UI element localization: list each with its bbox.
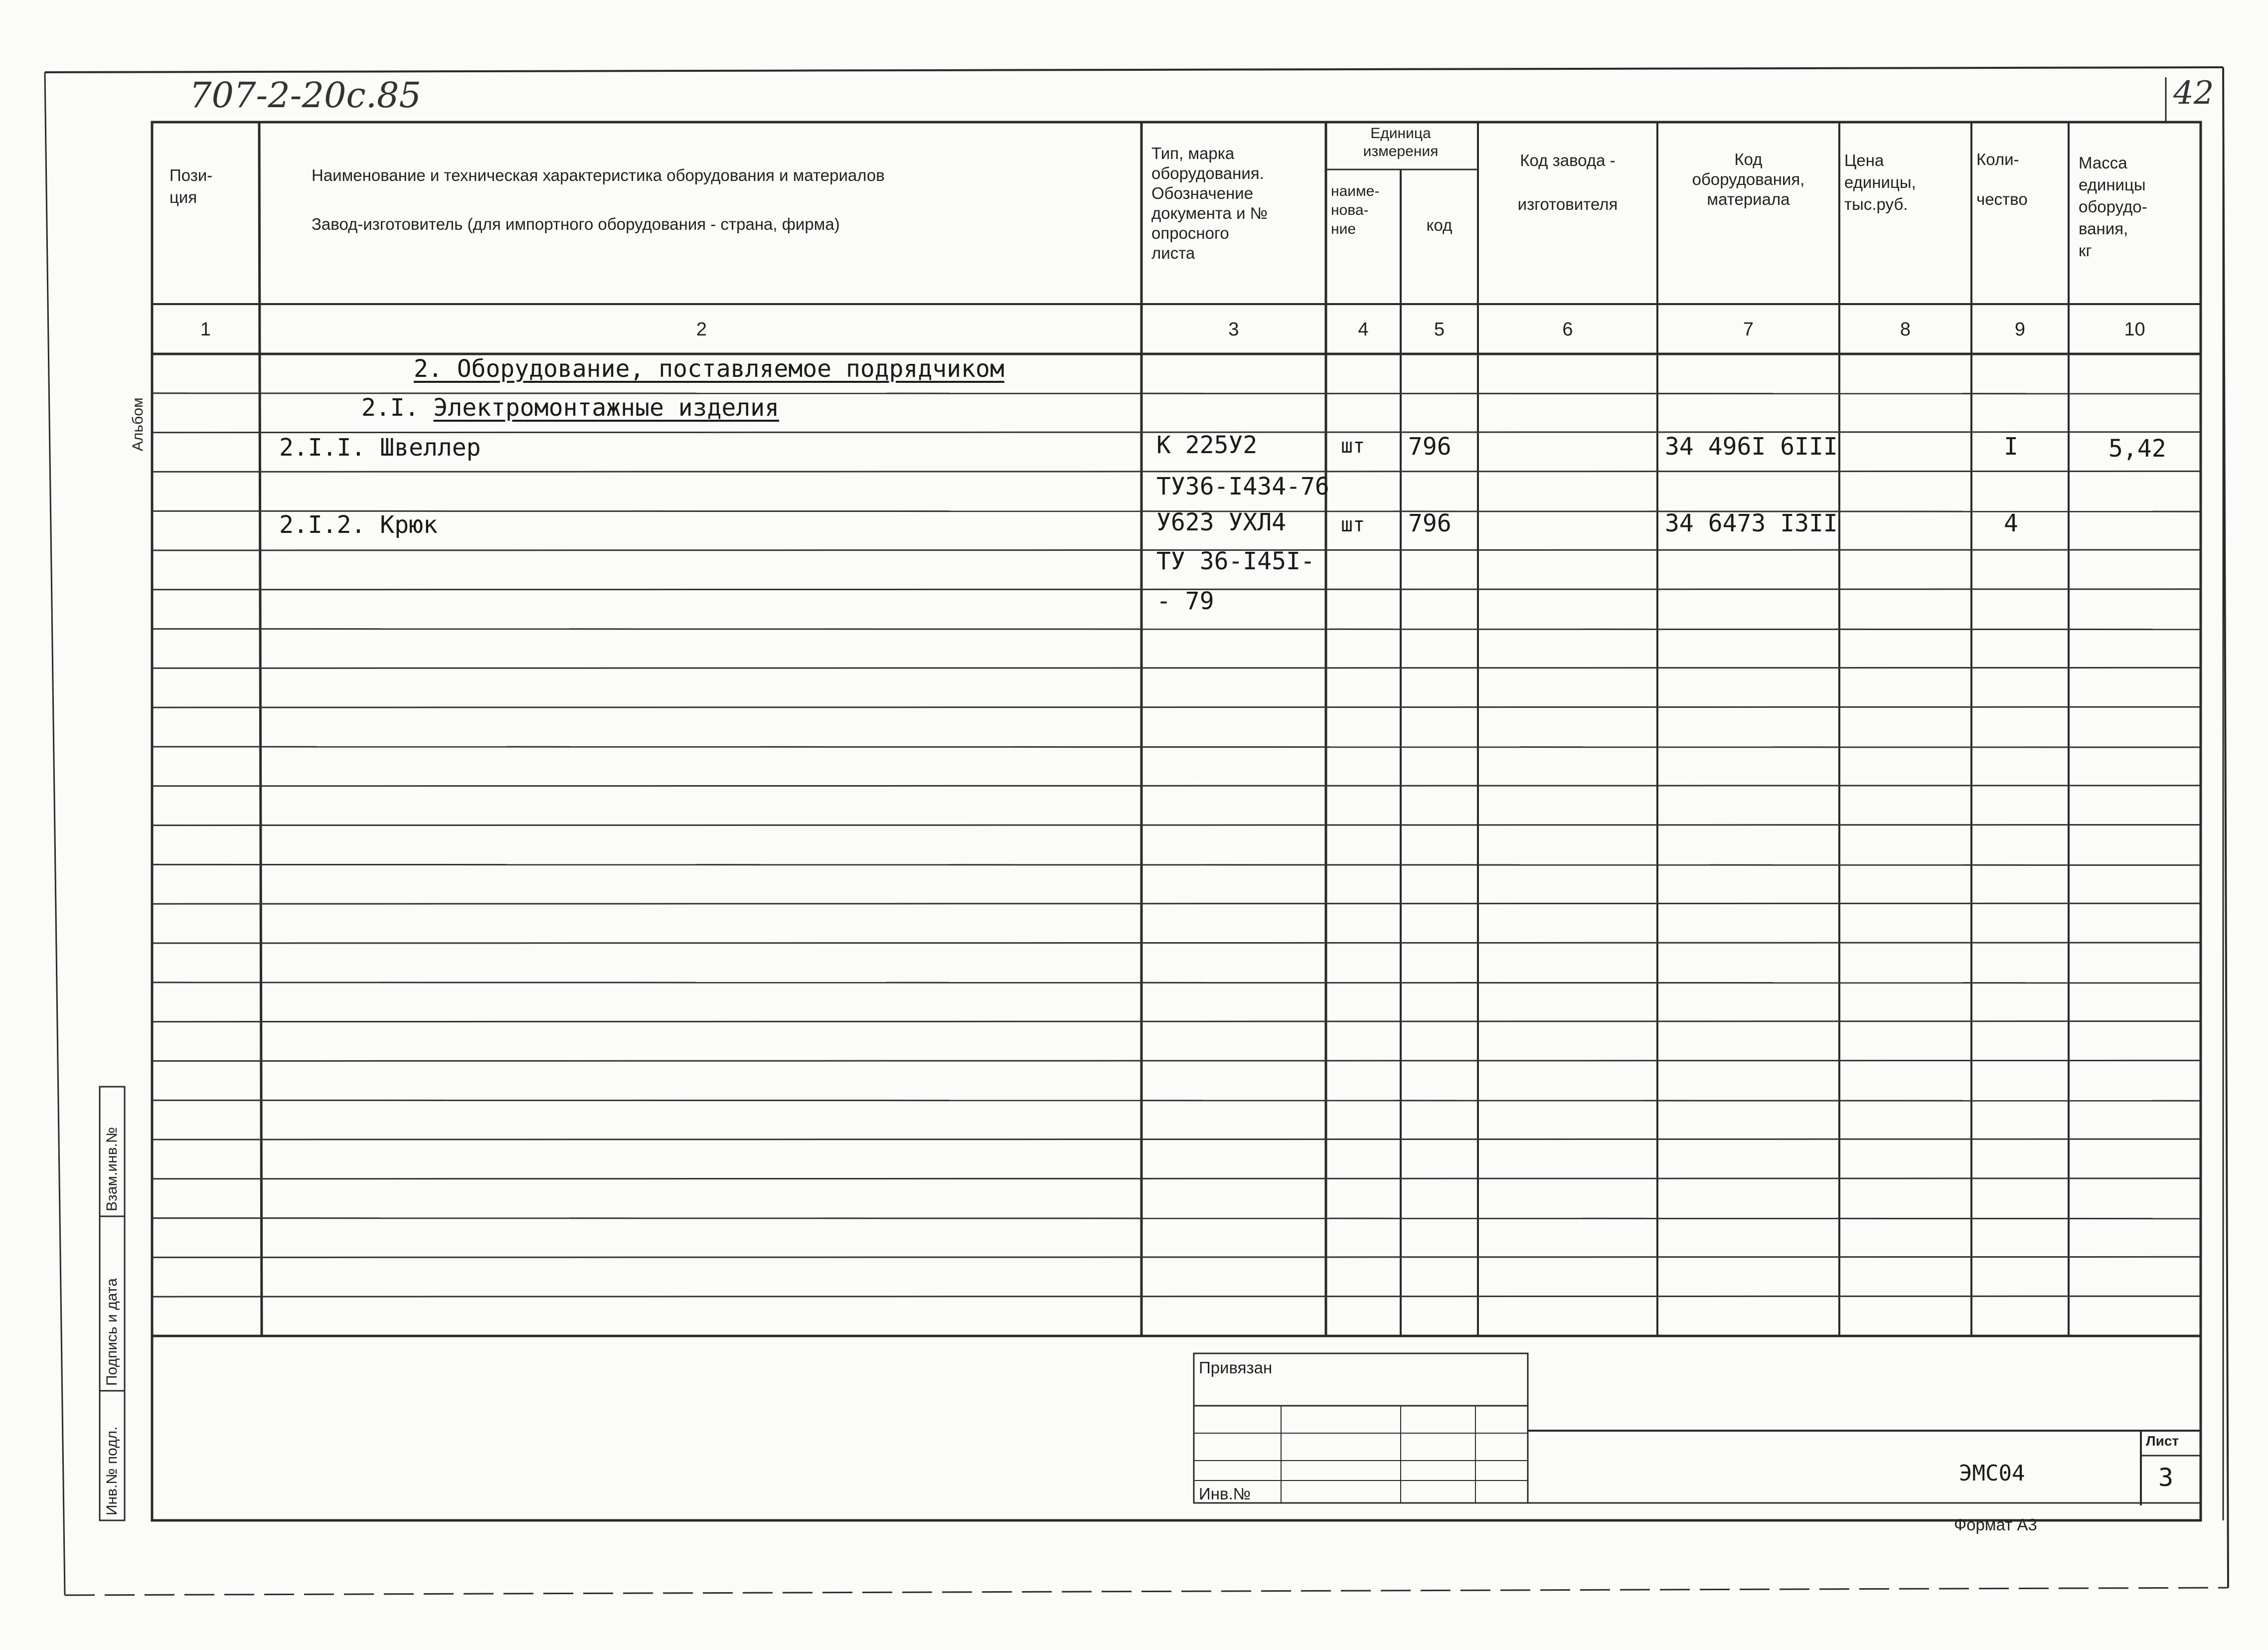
header-unit-code: код [1426, 216, 1453, 234]
row-3-unit-code: 796 [1408, 509, 1452, 537]
header-name-line1: Наименование и техническая характеристика оборудования и материалов [312, 166, 885, 184]
table-row-line [152, 1100, 2201, 1101]
table-row-line [152, 1139, 2201, 1140]
table-row-line [152, 864, 2201, 865]
header-unit-price: Цена единицы, тыс.руб. [1844, 151, 1916, 213]
row-3-unit: шт [1341, 513, 1365, 536]
document-mark: ЭМС04 [1959, 1461, 2025, 1486]
attached-label: Привязан [1199, 1358, 1273, 1377]
column-number-10: 10 [2124, 319, 2145, 340]
header-factory-code: Код завода - изготовителя [1517, 151, 1618, 213]
row-1-quantity: I [2004, 433, 2018, 461]
column-number-9: 9 [2014, 319, 2026, 340]
header-type: Тип, марка оборудования. Обозначение документа и № опросного листа [1151, 144, 1268, 262]
row-5-type: - 79 [1156, 587, 1214, 615]
row-1-type: К 225У2 [1156, 431, 1258, 459]
column-number-7: 7 [1743, 319, 1754, 340]
sheet-corner-number: 42 [2173, 75, 2214, 112]
stamp-original-inv: Инв.№ подл. [104, 1426, 120, 1515]
table-row-line [152, 1178, 2201, 1179]
column-number-2: 2 [696, 319, 707, 340]
row-3-name: 2.I.2. Крюк [279, 511, 438, 539]
header-equipment-code: Код оборудования, материала [1692, 150, 1805, 208]
row-1-mass: 5,42 [2108, 435, 2166, 463]
section-title: 2. Оборудование, поставляемое подрядчиком [414, 355, 1004, 383]
header-unit-mass: Масса единицы оборудо- вания, кг [2079, 154, 2147, 260]
table-row-line [152, 1296, 2201, 1297]
row-4-type: ТУ 36-I45I- [1156, 547, 1315, 575]
row-1-unit-code: 796 [1408, 433, 1452, 461]
table-row-line [152, 1218, 2201, 1219]
row-1-unit: шт [1341, 435, 1365, 458]
header-position: Пози- ция [169, 166, 213, 206]
table-row-line [152, 667, 2201, 668]
format-label: Формат А3 [1954, 1515, 2037, 1534]
row-3-type: У623 УХЛ4 [1156, 508, 1287, 536]
inventory-number-label: Инв.№ [1199, 1485, 1251, 1503]
row-3-quantity: 4 [2004, 509, 2018, 537]
header-unit-name: наиме- нова- ние [1331, 183, 1380, 237]
album-label: Альбом [130, 397, 146, 451]
stamp-replacement-inv: Взам.инв.№ [104, 1127, 120, 1211]
row-2-type: ТУ36-I434-76 [1156, 473, 1329, 500]
header-quantity: Коли- чество [1976, 150, 2028, 208]
column-number-8: 8 [1900, 319, 1911, 340]
table-row-line [152, 1060, 2201, 1061]
document-code: 707-2-20с.85 [189, 75, 422, 116]
table-row-line [152, 1021, 2201, 1022]
table-row-line [152, 471, 2201, 472]
header-unit-group: Единица измерения [1363, 125, 1439, 160]
sheet-label: Лист [2146, 1433, 2179, 1449]
column-number-3: 3 [1228, 319, 1239, 340]
column-number-4: 4 [1358, 319, 1369, 340]
column-number-6: 6 [1562, 319, 1573, 340]
column-number-5: 5 [1434, 319, 1445, 340]
row-3-equipment-code: 34 6473 I3II [1665, 509, 1838, 537]
row-1-equipment-code: 34 496I 6III [1665, 433, 1838, 461]
sheet-value: 3 [2158, 1463, 2174, 1492]
table-row-line [152, 629, 2201, 630]
subsection-title: Электромонтажные изделия [433, 394, 780, 422]
header-name-line2: Завод-изготовитель (для импортного оборудования - страна, фирма) [312, 215, 840, 233]
row-1-name: 2.I.I. Швеллер [279, 434, 481, 462]
column-number-1: 1 [200, 319, 211, 340]
table-row-line [152, 903, 2201, 904]
subsection-number: 2.I. Электромонтажные изделия [361, 394, 780, 422]
stamp-signature-date: Подпись и дата [104, 1278, 120, 1386]
